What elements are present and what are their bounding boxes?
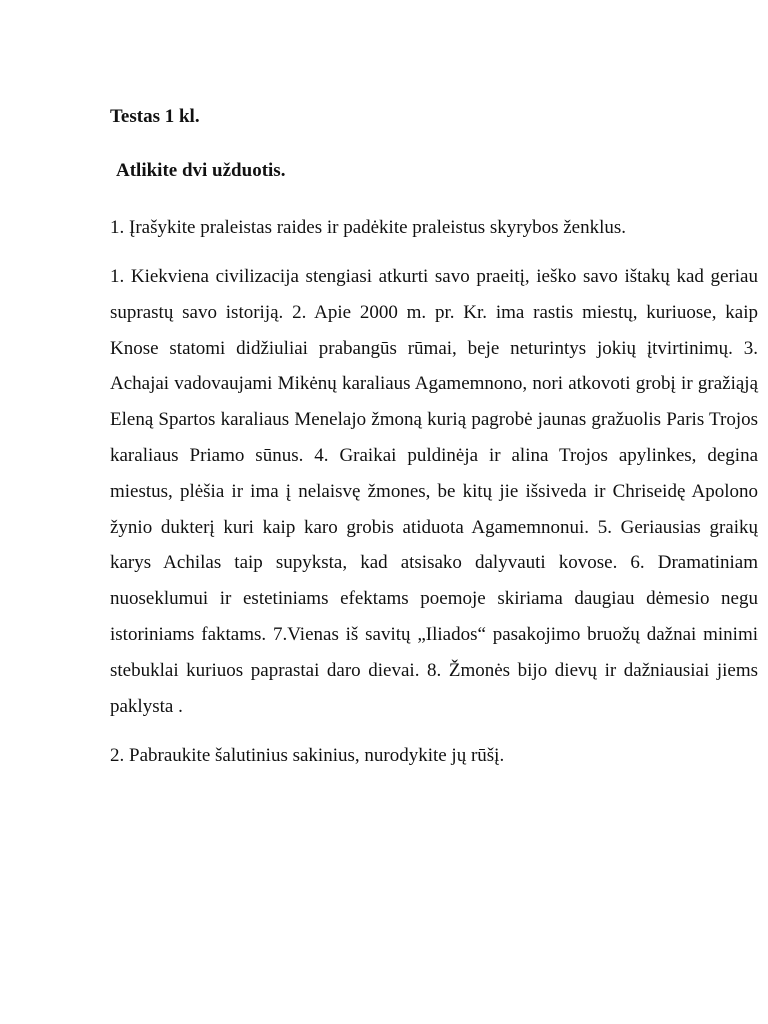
document-page [110,100,758,773]
exercise-passage: 1. Kiekviena civilizacija stengiasi atkurti savo praeitį, ieško savo ištakų kad geriau suprastų savo istoriją. 2. Apie 2000 m. pr. Kr. ima rastis miestų, kuriuose, kaip Knose statomi didžiuliai prabangūs rūmai, beje neturintys jokių įtvirtinimų. 3. Achajai vadovaujami Mikėnų karaliaus Agamemnono, nori atkovoti grobį ir gražiąją Eleną Spartos karaliaus Menelajo žmoną kurią pagrobė jaunas gražuolis Paris Trojos karaliaus Priamo sūnus. 4. Graikai puldinėja ir alina Trojos apylinkes, degina miestus, plėšia ir ima į nelaisvę žmones, be kitų jie išsiveda ir Chriseidę Apolono žynio dukterį kuri kaip karo grobis atiduota Agamemnonui. 5. Geriausias graikų karys Achilas taip supyksta, kad atsisako dalyvauti kovose. 6. Dramatiniam nuoseklumui ir estetiniams efektams poemoje skiriama daugiau dėmesio negu istoriniams faktams. 7.Vienas iš savitų „Iliados“ pasakojimo bruožų dažnai minimi stebuklai kuriuos paprastai daro dievai. 8. Žmonės bijo dievų ir dažniausiai jiems paklysta . [110,266,758,717]
task-1-instruction: 1. Įrašykite praleistas raides ir padėkite praleistus skyrybos ženklus. [110,217,627,238]
instructions-heading: Atlikite dvi užduotis. [116,160,286,181]
test-title: Testas 1 kl. [110,106,200,127]
task-2-instruction: 2. Pabraukite šalutinius sakinius, nurodykite jų rūšį. [110,745,505,767]
